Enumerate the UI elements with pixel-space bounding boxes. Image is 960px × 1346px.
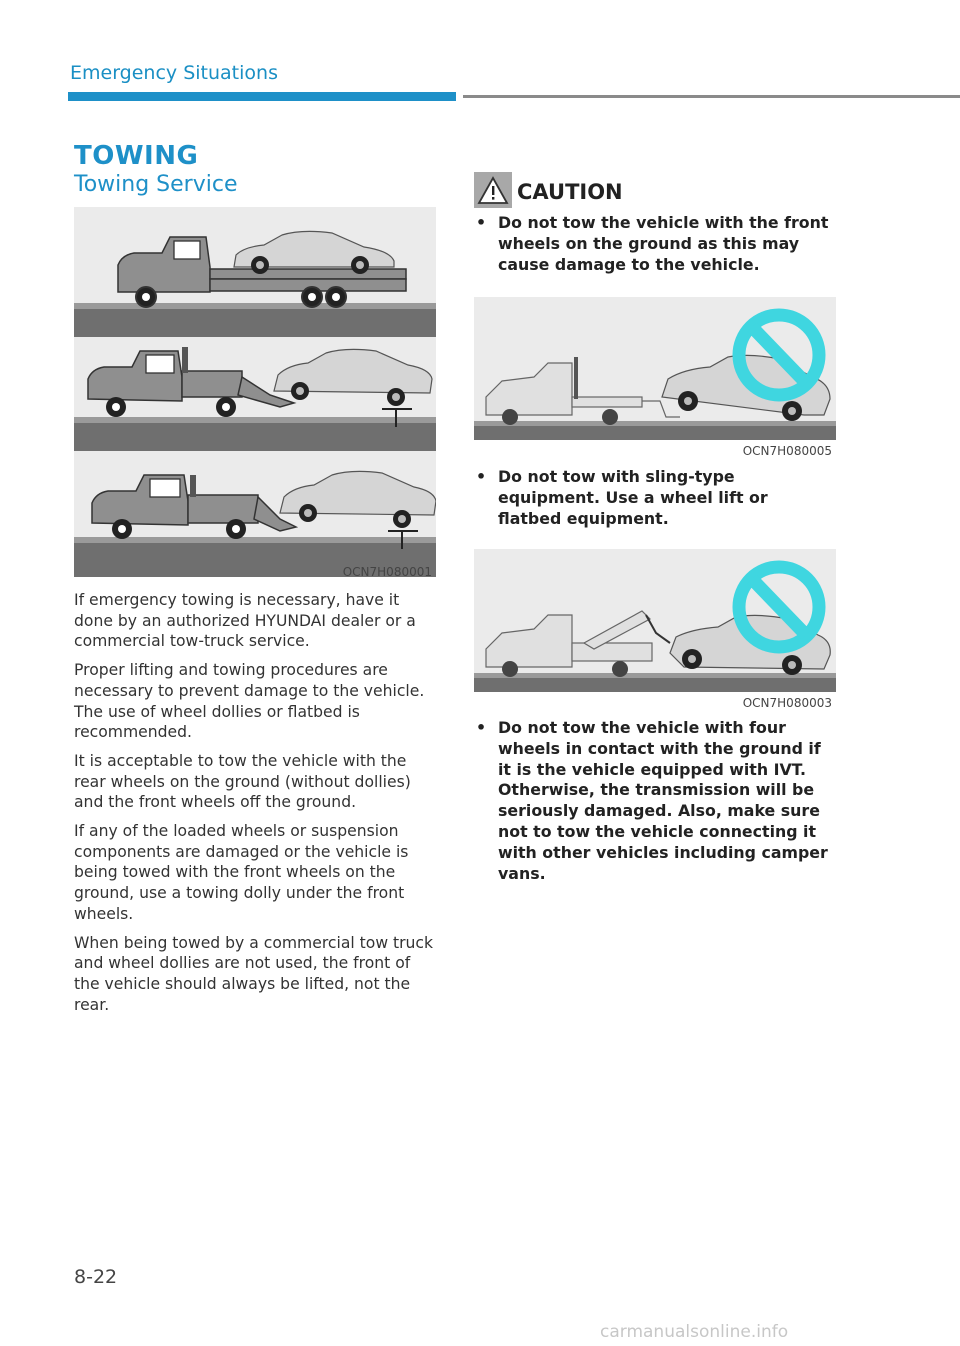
body-text bbox=[74, 590, 440, 1023]
watermark: carmanualsonline.info bbox=[600, 1322, 789, 1342]
caution-title: CAUTION bbox=[517, 180, 623, 204]
caution-item-text: Do not tow the vehicle with four wheels in contact with the ground if it is the vehicle equipped with IVT. Otherwise, the transmission will be seriously damaged. Also, make sure not to tow the vehicle connecting it with other vehicles including camper vans. bbox=[498, 718, 828, 883]
caution-item bbox=[476, 467, 834, 529]
sling-type-illustration bbox=[474, 549, 836, 692]
paragraph: It is acceptable to tow the vehicle with the rear wheels on the ground (without dollies) and the front wheels off the ground. bbox=[74, 751, 411, 812]
front-wheels-on-ground-illustration bbox=[474, 297, 836, 440]
caution-icon bbox=[474, 172, 512, 208]
header-rule bbox=[463, 95, 960, 98]
bullet-glyph: • bbox=[476, 467, 487, 486]
page-title: TOWING bbox=[74, 141, 199, 171]
paragraph: If emergency towing is necessary, have it done by an authorized HYUNDAI dealer or a commercial tow-truck service. bbox=[74, 591, 416, 651]
bullet-glyph: • bbox=[476, 213, 487, 232]
header-rule-accent bbox=[68, 92, 456, 101]
paragraph: Proper lifting and towing procedures are necessary to prevent damage to the vehicle. The use of wheel dollies or flatbed is recommended. bbox=[74, 661, 425, 742]
caution-item bbox=[476, 718, 834, 884]
caution-item bbox=[476, 213, 834, 275]
paragraph: If any of the loaded wheels or suspension components are damaged or the vehicle is being towed with the front wheels on the ground, use a towing dolly under the front wheels. bbox=[74, 822, 409, 923]
section-header: Emergency Situations bbox=[70, 62, 278, 84]
towing-methods-illustration bbox=[74, 207, 436, 577]
caution-item-text: Do not tow the vehicle with the front wheels on the ground as this may cause damage to the vehicle. bbox=[498, 213, 829, 274]
section-subtitle: Towing Service bbox=[74, 172, 238, 197]
page-number: 8-22 bbox=[74, 1266, 118, 1288]
figure-code: OCN7H080001 bbox=[342, 565, 432, 579]
caution-item-text: Do not tow with sling-type equipment. Use a wheel lift or flatbed equipment. bbox=[498, 467, 768, 528]
paragraph: When being towed by a commercial tow truck and wheel dollies are not used, the front of the vehicle should always be lifted, not the rear. bbox=[74, 933, 434, 1014]
bullet-glyph: • bbox=[476, 718, 487, 737]
figure-code: OCN7H080003 bbox=[742, 696, 832, 710]
figure-code: OCN7H080005 bbox=[742, 444, 832, 458]
